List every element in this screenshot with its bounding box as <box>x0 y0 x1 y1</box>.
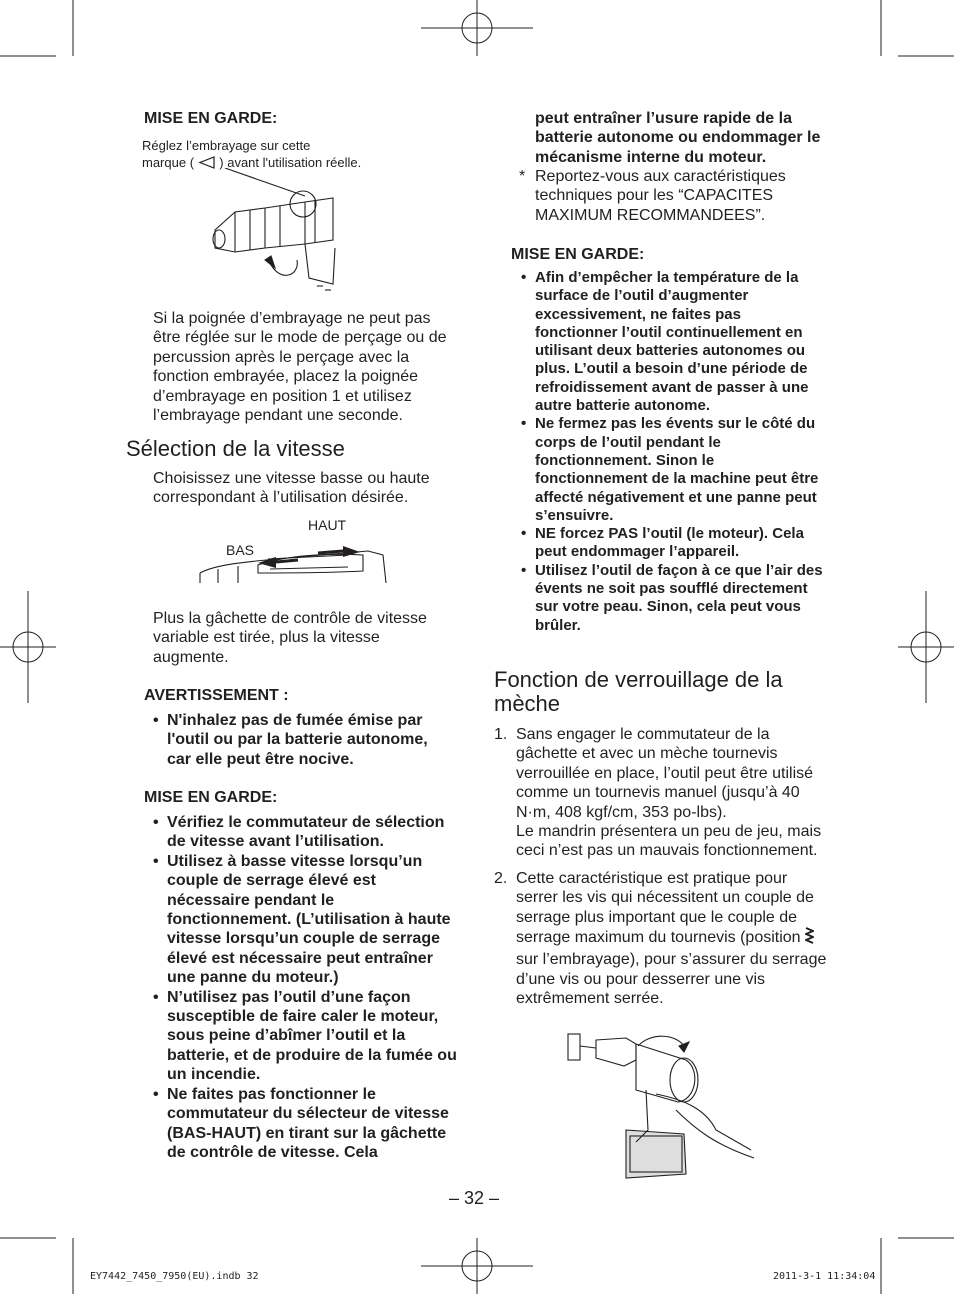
caution-item: • Ne faites pas fonctionner le commutateur du sélecteur de vitesse (BAS-HAUT) en tirant sur la gâchette de contrôle de vitesse. Cela <box>153 1085 457 1163</box>
caution-item: • Vérifiez le commutateur de sélection de vitesse avant l’utilisation. <box>153 813 457 852</box>
footnote: * Reportez-vous aux caractéristiques techniques pour les “CAPACITES MAXIMUM RECOMMANDEES”. <box>519 168 786 224</box>
clutch-drill-illustration <box>205 168 345 296</box>
label-low: BAS <box>226 542 255 558</box>
caution-item: • Utilisez l’outil de façon à ce que l’air des évents ne soit pas soufflé directement sur votre peau. Sinon, cela peut vous brûler. <box>521 562 826 635</box>
caution-list-2 <box>153 813 457 1162</box>
footer-file: EY7442_7450_7950(EU).indb 32 <box>90 1271 259 1282</box>
warning-label: AVERTISSEMENT : <box>144 687 289 704</box>
list-item: 2. Cette caractéristique est pratique pour serrer les vis qui nécessitent un couple de serrage plus important que le couple de serrage maximum du tournevis (position sur l’embrayage), pour s’assurer du serrage d’une vis ou pour desserrer une vis extrêmement serrée. <box>494 869 827 1008</box>
caution-label-1: MISE EN GARDE: <box>144 110 278 127</box>
speed-switch-illustration <box>198 543 388 585</box>
speed-intro: Choisissez une vitesse basse ou haute correspondant à l’utilisation désirée. <box>153 470 430 507</box>
bit-lock-list <box>494 725 830 1009</box>
heading-bit-lock: Fonction de verrouillage de la mèche <box>494 667 783 716</box>
continuation-text: peut entraîner l’usure rapide de la batterie autonome ou endommager le mécanisme interne du moteur. <box>535 110 821 166</box>
caution-item: • Afin d’empêcher la température de la surface de l’outil d’augmenter excessivement, ne faites pas fonctionner l’outil continuellement en utilisant deux batteries autonomes ou plus. L’outil a besoin d’une période de refroidissement avant de passer à une autre batterie autonome. <box>521 269 826 415</box>
caution-list-3 <box>521 269 826 635</box>
page-number: – 32 – <box>449 1188 500 1208</box>
caution-label-2: MISE EN GARDE: <box>144 789 278 806</box>
trigger-paragraph: Plus la gâchette de contrôle de vitesse variable est tirée, plus la vitesse augmente. <box>153 610 427 666</box>
warning-item: • N'inhalez pas de fumée émise par l'outil ou par la batterie autonome, car elle peut être nocive. <box>153 711 455 769</box>
heading-speed-selection: Sélection de la vitesse <box>126 436 345 461</box>
caution-label-3: MISE EN GARDE: <box>511 246 645 263</box>
caution-item: • Ne fermez pas les évents sur le côté du corps de l’outil pendant le fonctionnement. Sinon le fonctionnement de la machine peut être affecté négativement et une panne peut s’ensuivre. <box>521 415 826 525</box>
footer-date: 2011-3-1 11:34:04 <box>773 1271 876 1282</box>
screwdriver-use-illustration <box>566 1030 756 1182</box>
caution-item: • NE forcez PAS l’outil (le moteur). Cela peut endommager l’appareil. <box>521 525 826 562</box>
clutch-paragraph: Si la poignée d’embrayage ne peut pas être réglée sur le mode de perçage ou de percussion après le perçage avec la fonction embrayée, placez la poignée d’embrayage en position 1 et utilisez l’embrayage pendant une seconde. <box>153 310 447 425</box>
warning-list <box>153 711 455 769</box>
caution-item: • Utilisez à basse vitesse lorsqu’un couple de serrage élevé est nécessaire pendant le fonctionnement. (L’utilisation à haute vitesse lorsqu’un couple de serrage élevé est nécessaire peut entraîner une panne du moteur.) <box>153 852 457 988</box>
list-item: 1. Sans engager le commutateur de la gâchette et avec un mèche tournevis verrouillée en place, l’outil peut être utilisé comme un tournevis manuel (jusqu’à 40 N·m, 408 kgf/cm, 353 po-lbs). Le mandrin présentera un peu de jeu, mais ceci n’est pas un mauvais fonctionnement. <box>494 726 822 860</box>
caution-item: • N’utilisez pas l’outil d’une façon susceptible de faire caler le moteur, sous peine d’abîmer l’outil et la batterie, et de produire de la fumée ou un incendie. <box>153 988 457 1085</box>
label-high: HAUT <box>308 517 347 533</box>
clutch-illustration-note: Réglez l’embrayage sur cette marque ( ) avant l'utilisation réelle. <box>142 137 361 173</box>
drill-bit-icon <box>805 927 814 950</box>
